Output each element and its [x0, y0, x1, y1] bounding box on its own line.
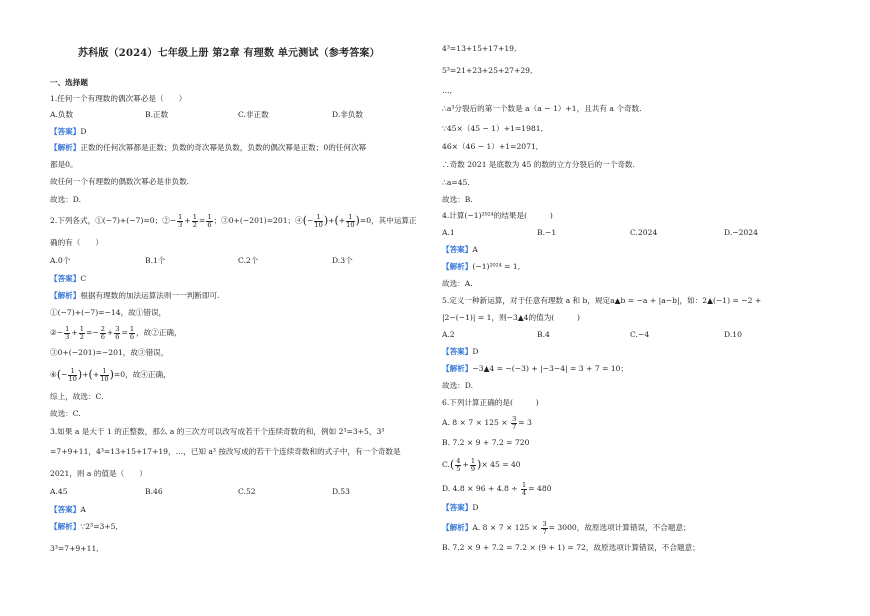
q5-answer: 【答案】D: [442, 347, 479, 356]
r-line-5: ∵45×（45 − 1）+1=1981,: [442, 124, 544, 133]
q2-option-c: C.2个: [238, 256, 259, 265]
question-2: 2.下列各式，①(−7)+(−7)=0；②− $\frac{1}{3}$ + $\frac{1}{2}$ = $\frac{1}{6}$ ；③0+(−201)=201；④(− $\frac{1}{10}$ )+(+ $\frac{1}{10}$ )=0，其中运算正: [50, 213, 417, 229]
q1-analysis-1: 【解析】正数的任何次幂都是正数；负数的奇次幂是负数，负数的偶次幂是正数；0的任何次幂: [50, 143, 367, 152]
q3-option-c: C.52: [238, 487, 256, 496]
r-line-1: 4³=13+15+17+19,: [442, 44, 517, 53]
question-4: 4.计算(−1)²⁰²⁴的结果是( ): [442, 211, 553, 220]
q4-option-a: A.1: [442, 228, 455, 237]
question-5-line-1: 5.定义一种新运算，对于任意有理数 a 和 b，规定a▲b = −a + |a−b|，如：2▲(−1) = −2 +: [442, 296, 762, 305]
q2-analysis-5: ④(− $\frac{1}{10}$ )+(+ $\frac{1}{10}$ )=0，故④正确，: [50, 367, 171, 383]
q1-analysis-2: 都是0。: [50, 160, 78, 169]
q6-answer: 【答案】D: [442, 503, 479, 512]
q5-option-d: D.10: [724, 330, 742, 339]
r-line-8: ∴a=45.: [442, 178, 470, 187]
q3-analysis-2: 3³=7+9+11,: [50, 544, 99, 553]
q2-analysis-2: ①(−7)+(−7)=−14，故①错误，: [50, 308, 167, 317]
q4-answer: 【答案】A: [442, 245, 478, 254]
question-5-line-2: |2−(−1)| = 1，则−3▲4的值为( ): [442, 313, 580, 322]
q6-analysis-1: 【解析】A. 8 × 7 × 125 × $\frac{3}{7}$ = 3000，故原选项计算错误，不合题意；: [442, 520, 691, 536]
q2-option-b: B.1个: [145, 256, 166, 265]
q2-analysis-6: 综上，故选：C.: [50, 392, 104, 401]
q3-analysis-1: 【解析】∵2³=3+5,: [50, 522, 118, 531]
r-line-9: 故选：B.: [442, 195, 473, 204]
page-title: 苏科版（2024）七年级上册 第2章 有理数 单元测试（参考答案）: [78, 48, 380, 59]
q2-answer: 【答案】C: [50, 274, 87, 283]
q4-option-c: C.2024: [630, 228, 658, 237]
q4-option-b: B.−1: [537, 228, 557, 237]
q2-analysis-3: ②− $\frac{1}{3}$ + $\frac{1}{2}$ =− $\frac{2}{6}$ + $\frac{3}{6}$ = $\frac{1}{6}$ ，故②正确，: [50, 325, 182, 341]
q6-option-c: C.( $\frac{4}{5}$ + $\frac{1}{9}$ )× 45 = 40: [442, 457, 521, 473]
q5-selection: 故选：D.: [442, 381, 474, 390]
q3-option-d: D.53: [332, 487, 350, 496]
q5-option-b: B.4: [537, 330, 550, 339]
r-line-6: 46×（46 − 1）+1=2071,: [442, 142, 539, 151]
question-1: 1.任何一个有理数的偶次幂必是（ ）: [50, 94, 187, 103]
q6-option-a: A. 8 × 7 × 125 × $\frac{3}{7}$ = 3: [442, 415, 532, 431]
question-3-line-2: =7+9+11，4³=13+15+17+19，…，已知 a³ 按改写成的若干个连续奇数和的式子中，有一个奇数是: [50, 447, 401, 456]
r-line-3: …,: [442, 86, 453, 95]
q6-analysis-2: B. 7.2 × 9 + 7.2 = 7.2 × (9 + 1) = 72，故原选项计算错误，不合题意；: [442, 543, 700, 552]
q2-option-d: D.3个: [332, 256, 353, 265]
question-3-line-3: 2021，则 a 的值是（ ）: [50, 469, 148, 478]
q2-selection: 故选：C.: [50, 409, 81, 418]
question-3-line-1: 3.如果 a 是大于 1 的正整数，那么 a 的三次方可以改写成若干个连续奇数的和，例如 2³=3+5，3³: [50, 427, 385, 436]
q6-option-d: D. 4.8 × 96 + 4.8 ÷ $\frac{1}{4}$ = 480: [442, 481, 552, 497]
q1-option-b: B.正数: [145, 110, 169, 119]
q3-option-b: B.46: [145, 487, 163, 496]
q5-option-c: C.−4: [630, 330, 650, 339]
q6-option-b: B. 7.2 × 9 + 7.2 = 720: [442, 438, 530, 447]
r-line-4: ∴a³分裂后的第一个数是 a（a − 1）+1，且共有 a 个奇数.: [442, 104, 642, 113]
r-line-7: ∴奇数 2021 是底数为 45 的数的立方分裂后的一个奇数.: [442, 160, 635, 169]
q4-option-d: D.−2024: [724, 228, 758, 237]
q2-option-a: A.0个: [50, 256, 71, 265]
r-line-2: 5³=21+23+25+27+29,: [442, 66, 533, 75]
q1-analysis-3: 故任何一个有理数的偶数次幂必是非负数.: [50, 177, 190, 186]
q3-option-a: A.45: [50, 487, 68, 496]
q5-option-a: A.2: [442, 330, 455, 339]
question-2-cont: 确的有（ ）: [50, 238, 104, 247]
q4-analysis: 【解析】(−1)²⁰²⁴ = 1,: [442, 262, 521, 271]
q4-selection: 故选：A.: [442, 279, 473, 288]
q1-answer: 【答案】D: [50, 127, 87, 136]
q2-analysis-4: ③0+(−201)=−201，故③错误，: [50, 348, 169, 357]
q3-answer: 【答案】A: [50, 505, 86, 514]
q1-option-a: A.负数: [50, 110, 74, 119]
q1-selection: 故选：D.: [50, 195, 82, 204]
section-heading: 一、选择题: [50, 78, 88, 87]
question-6: 6.下列计算正确的是( ): [442, 398, 539, 407]
q2-analysis-1: 【解析】根据有理数的加法运算法则一一判断即可.: [50, 291, 220, 300]
q5-analysis: 【解析】−3▲4 = −(−3) + |−3−4| = 3 + 7 = 10；: [442, 364, 629, 373]
q1-option-d: D.非负数: [332, 110, 364, 119]
q1-option-c: C.非正数: [238, 110, 269, 119]
